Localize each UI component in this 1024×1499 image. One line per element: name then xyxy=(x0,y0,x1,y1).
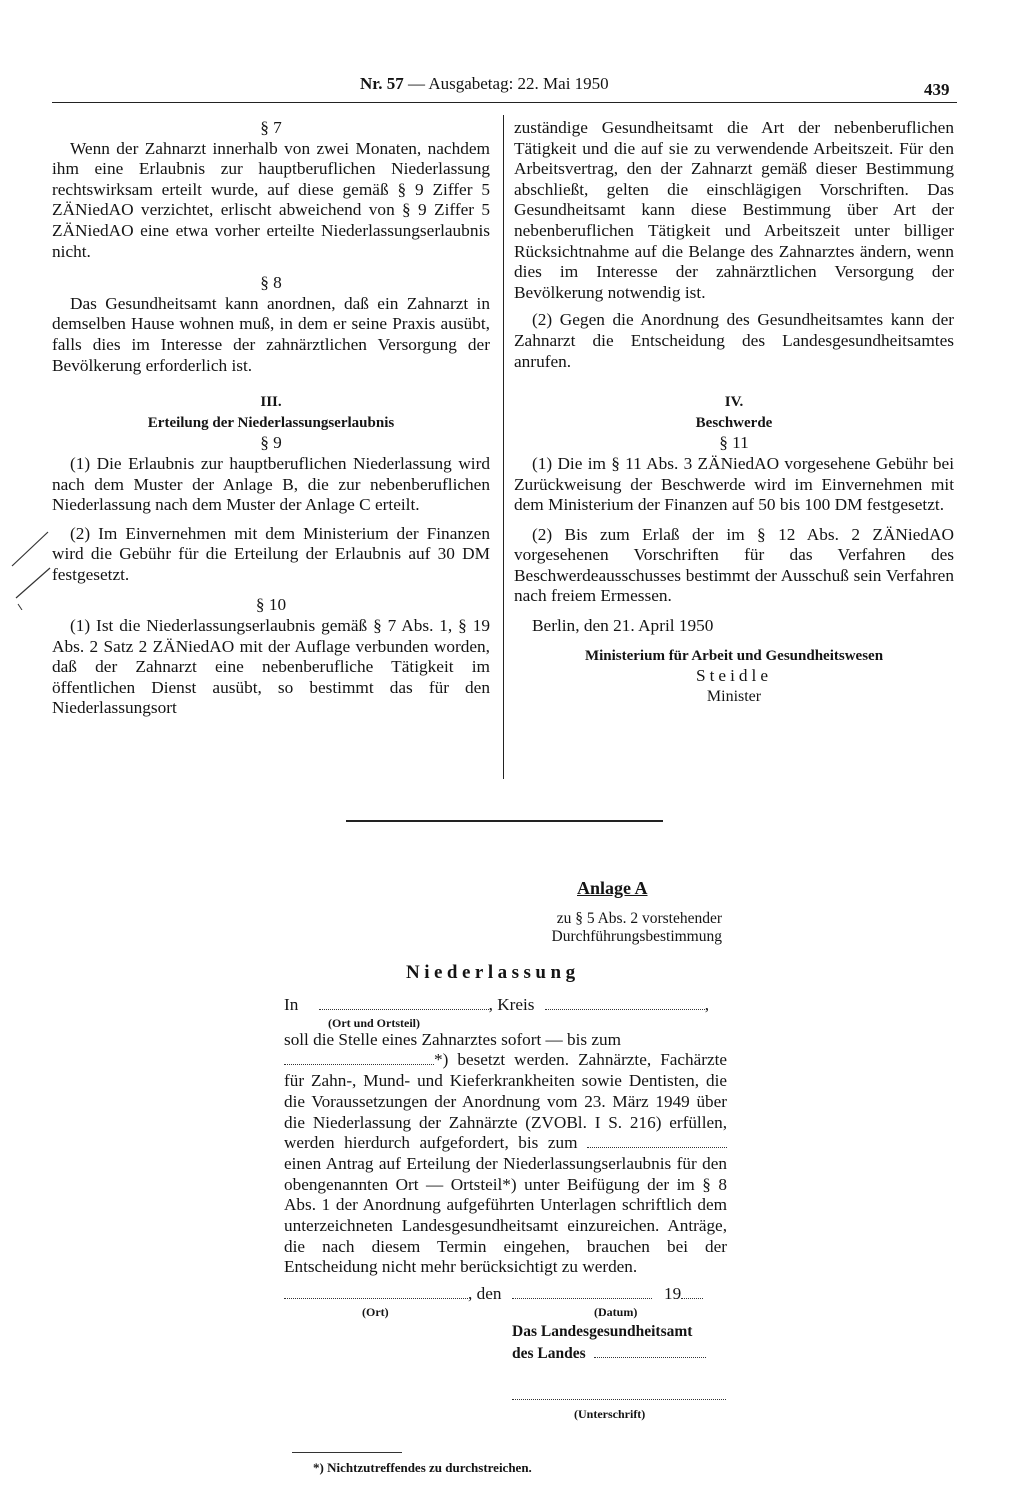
district-blank xyxy=(545,997,705,1010)
section-10-paragraph-1: (1) Ist die Niederlassungserlaubnis gemäß § 7 Abs. 1, § 19 Abs. 2 Satz 2 ZÄNiedAO mit der Auflage verbunden worden, daß der Zahnarzt eine nebenberufliche Tätigkeit im öffentlichen Dienst ausübt, so bestimmt das für den Niederlassungsort xyxy=(52,616,490,718)
form-text-b-wrap xyxy=(284,1050,727,1278)
section-10-paragraph-2: (2) Gegen die Anordnung des Gesundheitsamtes kann der Zahnarzt die Entscheidung des Landesgesundheitsamtes anrufen. xyxy=(514,310,954,371)
date-blank xyxy=(512,1286,652,1299)
state-blank xyxy=(594,1345,706,1358)
right-column xyxy=(514,118,954,707)
office-line-1: Das Landesgesundheitsamt xyxy=(512,1322,693,1340)
year-label: 19 xyxy=(664,1284,682,1304)
ort-short-caption: (Ort) xyxy=(362,1304,389,1319)
margin-pen-marks xyxy=(8,520,54,610)
year-blank xyxy=(681,1286,703,1299)
page-number: 439 xyxy=(924,80,950,99)
in-label: In xyxy=(284,995,299,1014)
issue-date: — Ausgabetag: 22. Mai 1950 xyxy=(408,74,609,93)
ort-blank xyxy=(284,1286,468,1299)
section-8-title: § 8 xyxy=(260,273,282,293)
section-9-title: § 9 xyxy=(260,433,282,453)
ort-caption: (Ort und Ortsteil) xyxy=(328,1015,420,1030)
section-11-paragraph-1: (1) Die im § 11 Abs. 3 ZÄNiedAO vorgesehene Gebühr bei Zurückweisung der Beschwerde wird im Einvernehmen mit dem Ministerium der Finanzen auf 50 bis 100 DM festgesetzt. xyxy=(514,453,954,515)
form-place-line: In , Kreis , xyxy=(284,995,710,1014)
kreis-label: , Kreis xyxy=(488,995,535,1014)
office-line-2: des Landes xyxy=(512,1344,586,1362)
part-3-numeral: III. xyxy=(260,394,282,411)
section-9-paragraph-2: (2) Im Einvernehmen mit dem Ministerium der Finanzen wird die Gebühr für die Erteilung der Erlaubnis auf 30 DM festgesetzt. xyxy=(52,523,490,584)
signer-name: Steidle xyxy=(696,666,772,686)
form-body xyxy=(284,995,727,1422)
part-3-title: Erteilung der Niederlassungserlaubnis xyxy=(147,414,395,431)
section-11-paragraph-2: (2) Bis zum Erlaß der im § 12 Abs. 2 ZÄNiedAO vorgesehenen Vorschriften für das Verfahren des Beschwerdeausschusses bestimmt der Ausschuß sein Verfahren nach freiem Ermessen. xyxy=(514,524,954,606)
header-rule xyxy=(52,102,957,103)
place-blank xyxy=(319,997,489,1010)
footnote: *) Nichtzutreffendes zu durchstreichen. xyxy=(313,1460,532,1475)
annex-reference xyxy=(480,910,722,946)
form-text-a: soll die Stelle eines Zahnarztes sofort — bis zum xyxy=(284,1029,621,1049)
office-line-2-wrap xyxy=(512,1343,727,1365)
ministry-name: Ministerium für Arbeit und Gesundheitswesen xyxy=(584,647,884,664)
signature-area xyxy=(512,1385,727,1422)
application-date-blank xyxy=(587,1135,727,1148)
form-heading: Niederlassung xyxy=(406,962,580,983)
issuing-office xyxy=(512,1321,727,1365)
issue-number: Nr. 57 xyxy=(360,74,404,93)
section-10-title: § 10 xyxy=(255,595,287,615)
signature-blank xyxy=(512,1387,726,1400)
form-text-c: einen Antrag auf Erteilung der Niederlassungserlaubnis für den obengenannten Ort — Ortsteil*) unter Beifügung der im § 8 Abs. 1 der Anordnung aufgeführten Unterlagen schriftlich dem unterzeichneten Landesgesundheitsamt einzureichen. Anträge, die nach diesem Termin eingehen, brauchen bei der Entscheidung nicht mehr berücksichtigt zu werden. xyxy=(284,1153,727,1277)
section-7-text: Wenn der Zahnarzt innerhalb von zwei Monaten, nachdem ihm eine Erlaubnis zur hauptberuflichen Niederlassung rechtswirksam erteilt wurde, auf diese gemäß § 9 Ziffer 5 ZÄNiedAO verzichtet, erlischt abweichend von § 9 Ziffer 5 ZÄNiedAO eine etwa vorher erteilte Niederlassungserlaubnis nicht. xyxy=(52,138,490,261)
place-date: Berlin, den 21. April 1950 xyxy=(532,616,714,636)
section-7-title: § 7 xyxy=(260,118,282,137)
datum-caption: (Datum) xyxy=(594,1304,638,1319)
section-8-text: Das Gesundheitsamt kann anordnen, daß ein Zahnarzt in demselben Hause wohnen muß, in dem er seine Praxis ausübt, falls dies im Interesse der zahnärztlichen Versorgung der Bevölkerung erforderlich ist. xyxy=(52,293,490,375)
section-separator xyxy=(346,820,663,822)
section-11-title: § 11 xyxy=(719,433,749,453)
annex-title: Anlage A xyxy=(577,878,648,898)
date-captions xyxy=(284,1305,727,1321)
left-column xyxy=(52,118,490,719)
form-text-b: *) besetzt werden. Zahnärzte, Fachärzte für Zahn-, Mund- und Kieferkrankheiten sowie Dentisten, die die Voraussetzungen der Anordnung vom 23. März 1949 über die Niederlassung der Zahnärzte (ZVOBl. I S. 216) erfüllen, werden hierdurch aufgefordert, bis zum xyxy=(284,1050,727,1153)
section-10-continuation: zuständige Gesundheitsamt die Art der nebenberuflichen Tätigkeit und die auf sie zu verwendende Arbeitszeit. Für den Arbeitsvertrag, den der Zahnarzt gemäß dieser Bestimmung abschließt, gelten die einschlägigen Vorschriften. Das Gesundheitsamt kann diese Bestimmung über Art der nebenberuflichen Tätigkeit und Arbeitszeit unter billiger Rücksichtnahme auf die Belange des Zahnarztes ändern, wenn dies im Interesse der zahnärztlichen Versorgung der Bevölkerung notwendig ist. xyxy=(514,118,954,302)
deadline-blank xyxy=(284,1052,434,1065)
signature-caption: (Unterschrift) xyxy=(574,1406,646,1421)
footnote-rule xyxy=(292,1452,402,1453)
signer-title: Minister xyxy=(706,687,762,705)
den-label: , den xyxy=(468,1284,502,1304)
column-divider xyxy=(503,115,504,779)
part-4-title: Beschwerde xyxy=(695,414,773,431)
issue-header xyxy=(360,74,609,94)
section-9-paragraph-1: (1) Die Erlaubnis zur hauptberuflichen Niederlassung wird nach dem Muster der Anlage B, die zur nebenberuflichen Niederlassung nach dem Muster der Anlage C erteilt. xyxy=(52,453,490,515)
part-4-numeral: IV. xyxy=(724,394,744,411)
date-line xyxy=(284,1284,727,1305)
annex-reference-line-2: Durchführungsbestimmung xyxy=(551,928,722,945)
annex-reference-line-1: zu § 5 Abs. 2 vorstehender xyxy=(556,910,722,927)
